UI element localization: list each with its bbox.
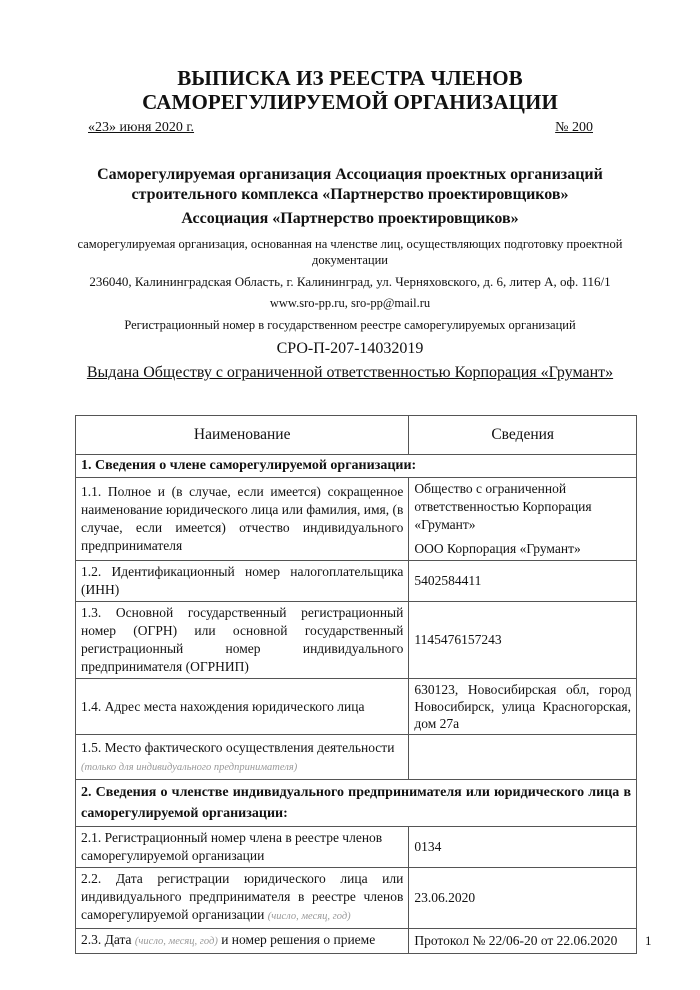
row-2-3-value: Протокол № 22/06-20 от 22.06.2020 (409, 929, 637, 954)
section-1-row (76, 455, 637, 478)
row-2-1-value: 0134 (409, 827, 637, 868)
row-1-1-value (409, 478, 637, 561)
header-name: Наименование (76, 416, 409, 455)
row-2-2-label (76, 868, 409, 929)
document-number-text: № 200 (555, 120, 593, 135)
row-1-4-value: 630123, Новосибирская обл, город Новосибирск, улица Красногорская, дом 27а (409, 679, 637, 735)
registry-table (75, 415, 637, 954)
table-row (76, 929, 637, 954)
section-1-title: 1. Сведения о члене саморегулируемой организации: (76, 455, 637, 478)
issued-to: Выдана Обществу с ограниченной ответственностью Корпорация «Грумант» (86, 364, 614, 381)
short-company-name: ООО Корпорация «Грумант» (414, 541, 581, 556)
table-row (76, 827, 637, 868)
row-1-3-label: 1.3. Основной государственный регистрационный номер (ОГРН) или основной государственный регистрационный номер индивидуального предпринимателя (ОГРНИП) (76, 602, 409, 679)
full-company-name: Общество с ограниченной ответственностью Корпорация «Грумант» (414, 481, 592, 532)
row-2-3-label-prefix: 2.3. Дата (81, 932, 132, 947)
organization-short-name: Ассоциация «Партнерство проектировщиков» (181, 210, 519, 227)
row-1-5-label-text: 1.5. Место фактического осуществления деятельности (81, 740, 395, 755)
section-2-title: 2. Сведения о членстве индивидуального предпринимателя или юридического лица в саморегулируемой организации: (76, 780, 637, 827)
section-2-row (76, 780, 637, 827)
header-info: Сведения (409, 416, 637, 455)
organization-description: саморегулируемая организация, основанная на членстве лиц, осуществляющих подготовку проектной документации (77, 237, 623, 267)
row-2-1-label: 2.1. Регистрационный номер члена в реестре членов саморегулируемой организации (76, 827, 409, 868)
row-1-2-label: 1.2. Идентификационный номер налогоплательщика (ИНН) (76, 561, 409, 602)
organization-full-name: Саморегулируемая организация Ассоциация проектных организаций строительного комплекса «Партнерство проектировщиков» (97, 166, 603, 203)
table-row (76, 735, 637, 780)
row-2-3-hint: (число, месяц, год) (134, 936, 218, 947)
row-2-3-label-suffix: и номер решения о приеме (221, 932, 376, 947)
table-row (76, 602, 637, 679)
row-1-1-label: 1.1. Полное и (в случае, если имеется) сокращенное наименование юридического лица или фамилия, имя, (в случае, если имеется) отчество индивидуального предпринимателя (76, 478, 409, 561)
row-2-2-hint: (число, месяц, год) (267, 911, 351, 922)
row-1-5-label (76, 735, 409, 780)
table-row (76, 868, 637, 929)
row-1-3-value: 1145476157243 (409, 602, 637, 679)
registry-caption: Регистрационный номер в государственном реестре саморегулируемых организаций (124, 318, 576, 332)
row-1-5-hint: (только для индивидуального предпринимателя) (81, 762, 298, 773)
registry-number: СРО-П-207-14032019 (276, 340, 424, 357)
table-header-row (76, 416, 637, 455)
row-1-4-label: 1.4. Адрес места нахождения юридического лица (76, 679, 409, 735)
organization-web-email: www.sro-pp.ru, sro-pp@mail.ru (269, 296, 431, 310)
document-date: «23» июня 2020 г. (88, 120, 195, 135)
row-2-2-value: 23.06.2020 (409, 868, 637, 929)
table-row (76, 561, 637, 602)
row-2-2-label-text: 2.2. Дата регистрации юридического лица или индивидуального предпринимателя в реестре членов саморегулируемой организации (81, 871, 404, 922)
row-1-2-value: 5402584411 (409, 561, 637, 602)
document-title: ВЫПИСКА ИЗ РЕЕСТРА ЧЛЕНОВ САМОРЕГУЛИРУЕМОЙ ОРГАНИЗАЦИИ (142, 66, 558, 114)
row-1-5-value (409, 735, 637, 780)
page-number: 1 (645, 933, 652, 948)
table-row (76, 478, 637, 561)
document-number (510, 120, 634, 136)
organization-address: 236040, Калининградская Область, г. Калининград, ул. Черняховского, д. 6, литер А, оф. 116/1 (89, 274, 611, 289)
row-2-3-label (76, 929, 409, 954)
table-row (76, 679, 637, 735)
